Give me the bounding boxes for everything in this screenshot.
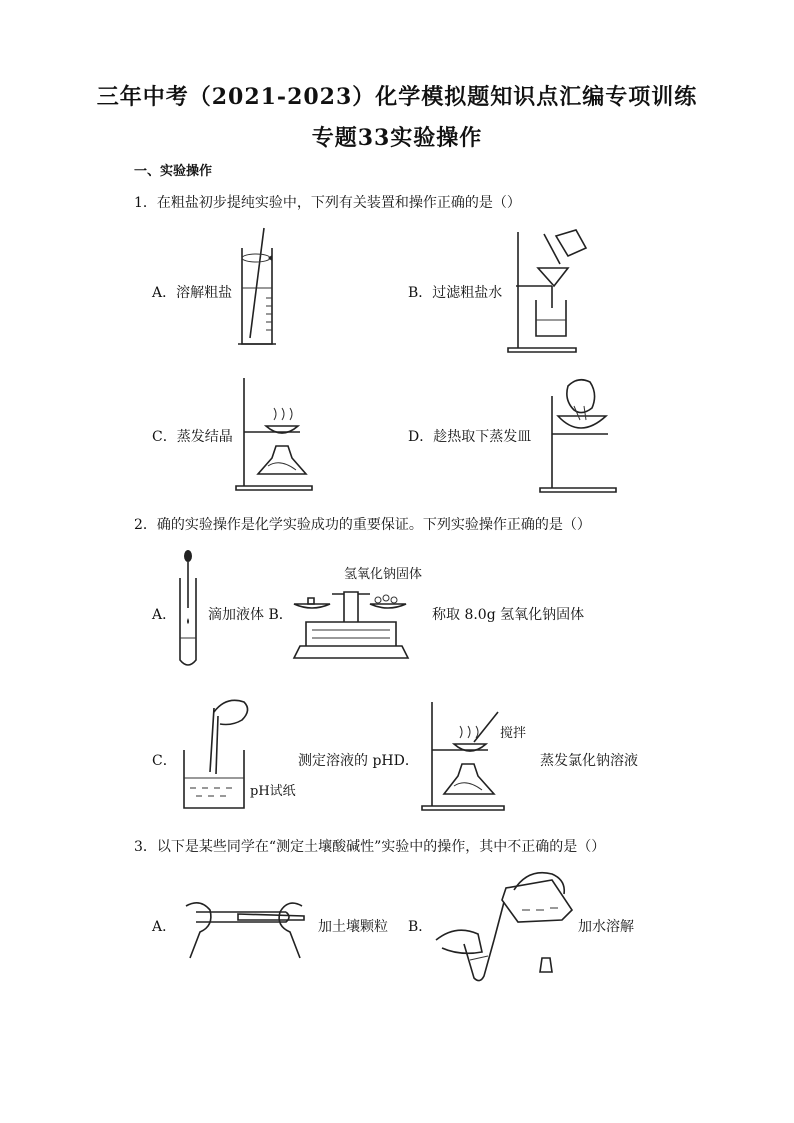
q2-option-d-text: 蒸发氯化钠溶液 bbox=[540, 753, 638, 769]
q1-c-evaporation-figure bbox=[236, 376, 320, 492]
q2-d-caption: 搅拌 bbox=[500, 726, 527, 741]
q2-a-dropper-figure bbox=[176, 548, 202, 670]
q3-option-b-letter: B． bbox=[408, 919, 433, 935]
q1-option-d: D．趁热取下蒸发皿 bbox=[408, 429, 532, 445]
q3-stem: 3．以下是某些同学在“测定土壤酸碱性”实验中的操作，其中不正确的是（） bbox=[134, 839, 606, 855]
q2-c-ph-figure bbox=[180, 696, 260, 812]
q1-b-filtration-figure bbox=[506, 228, 586, 354]
q1-option-a: A．溶解粗盐 bbox=[152, 285, 233, 301]
document-subtitle: 专题33实验操作 bbox=[311, 125, 483, 151]
q1-stem: 1．在粗盐初步提纯实验中，下列有关装置和操作正确的是（） bbox=[134, 195, 521, 211]
q2-option-c-text: 测定溶液的 pHD． bbox=[298, 753, 419, 769]
q3-option-a-text: 加土壤颗粒 bbox=[318, 919, 388, 935]
q1-option-c: C．蒸发结晶 bbox=[152, 429, 233, 445]
q2-option-a-letter: A． bbox=[152, 607, 177, 623]
q2-option-a-text: 滴加液体 B． bbox=[208, 607, 293, 623]
q2-b-balance-figure bbox=[292, 582, 410, 660]
q2-b-caption: 氢氧化钠固体 bbox=[344, 567, 423, 582]
q1-option-b: B．过滤粗盐水 bbox=[408, 285, 503, 301]
q2-d-evaporation-figure bbox=[418, 700, 518, 812]
q2-option-b-text: 称取 8.0g 氢氧化钠固体 bbox=[432, 607, 585, 623]
q2-option-c-letter: C． bbox=[152, 753, 177, 769]
document-title: 三年中考（2021-2023）化学模拟题知识点汇编专项训练 bbox=[96, 84, 698, 110]
q3-b-water-figure bbox=[432, 860, 582, 984]
q3-a-soil-figure bbox=[182, 892, 308, 960]
q3-option-b-text: 加水溶解 bbox=[578, 919, 634, 935]
q1-d-remove-dish-figure bbox=[534, 376, 618, 494]
q1-a-dissolving-figure bbox=[236, 228, 286, 348]
q3-option-a-letter: A． bbox=[152, 919, 177, 935]
q2-stem: 2．确的实验操作是化学实验成功的重要保证。下列实验操作正确的是（） bbox=[134, 517, 591, 533]
q2-c-caption: pH试纸 bbox=[250, 784, 296, 799]
section-heading: 一、实验操作 bbox=[134, 164, 213, 179]
